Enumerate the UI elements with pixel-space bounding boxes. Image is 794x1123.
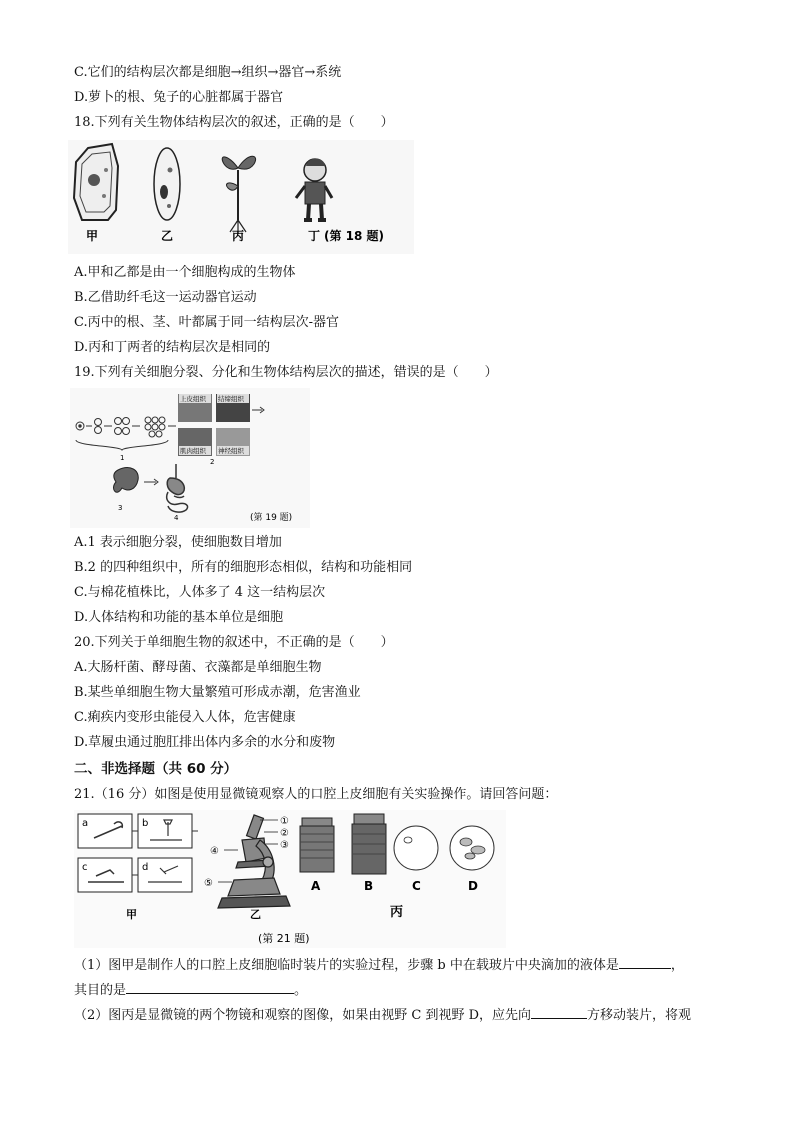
q21-sub1-line2 [74,981,307,1000]
q21-sub1-purpose-text: 其目的是 [74,983,127,998]
objective-lens-b [352,814,386,874]
q21-stem: 21.（16 分）如图是使用显微镜观察人的口腔上皮细胞有关实验操作。请回答问题： [74,787,558,802]
section-2-title: 二、非选择题（共 60 分） [74,761,238,777]
q21-part-3: ③ [280,840,289,851]
q19-num-2: 2 [210,458,215,466]
q18-option-a: A.甲和乙都是由一个细胞构成的生物体 [74,265,296,280]
q19-tissue-muscle: 肌肉组织 [180,447,206,455]
q21-step-c: c [82,862,88,873]
q20-option-b: B.某些单细胞生物大量繁殖可形成赤潮，危害渔业 [74,685,361,700]
q21-part-5: ⑤ [204,878,213,889]
q21-part-1: ① [280,816,289,827]
q19-tissue-nerve: 神经组织 [218,447,244,455]
q19-num-1: 1 [120,454,125,462]
q19-num-4: 4 [174,514,179,522]
q18-label-bing: 丙 [232,229,245,243]
q19-option-a: A.1 表示细胞分裂，使细胞数目增加 [74,535,282,550]
paramecium-drawing [154,148,180,220]
q21-sub2-text: （2）图丙是显微镜的两个物镜和观察的图像，如果由视野 C 到视野 D，应先向 [74,1008,532,1023]
q21-label-yi: 乙 [250,908,261,921]
q21-sub1-period: 。 [294,983,308,998]
q21-step-b: b [142,818,149,829]
q19-figure [70,388,310,528]
q18-label-ding: 丁 [308,229,321,243]
q21-answer-blank-liquid[interactable] [619,956,671,969]
q21-view-d: D [468,879,478,893]
q19-num-3: 3 [118,504,123,512]
q19-option-d: D.人体结构和功能的基本单位是细胞 [74,610,284,625]
q21-sub1-text: （1）图甲是制作人的口腔上皮细胞临时装片的实验过程，步骤 b 中在载玻片中央滴加的液体是 [74,958,619,973]
q18-option-d: D.丙和丁两者的结构层次是相同的 [74,340,271,355]
q21-label-jia: 甲 [126,908,137,921]
objective-lens-a [300,818,334,872]
q18-option-b: B.乙借助纤毛这一运动器官运动 [74,290,257,305]
q18-label-jia: 甲 [86,229,99,243]
q21-part-4: ④ [210,846,219,857]
q17-option-d: D.萝卜的根、兔子的心脏都属于器官 [74,90,284,105]
q19-stem: 19.下列有关细胞分裂、分化和生物体结构层次的描述，错误的是（ ） [74,365,498,380]
q18-figure [68,140,414,254]
q20-option-d: D.草履虫通过胞肛排出体内多余的水分和废物 [74,735,336,750]
q18-caption: (第 18 题) [324,229,385,243]
q21-sub2-line1 [74,1006,691,1025]
q18-label-yi: 乙 [161,229,174,243]
q21-lens-b: B [364,879,374,893]
q19-tissue-epithelial: 上皮组织 [180,395,206,403]
q21-answer-blank-direction[interactable] [531,1006,587,1019]
q19-caption: (第 19 题) [250,513,293,523]
q20-stem: 20.下列关于单细胞生物的叙述中，不正确的是（ ） [74,635,394,650]
q21-sub1-line1 [74,956,684,975]
plant-cell-drawing [74,144,118,220]
q21-sub2-text-tail: 方移动装片，将观 [587,1008,692,1023]
q18-stem: 18.下列有关生物体结构层次的叙述，正确的是（ ） [74,115,394,130]
q21-part-2: ② [280,828,289,839]
q21-step-a: a [82,818,89,829]
q20-option-c: C.痢疾内变形虫能侵入人体，危害健康 [74,710,296,725]
view-field-c [394,826,438,870]
q17-option-c: C.它们的结构层次都是细胞→组织→器官→系统 [74,65,342,80]
q18-option-c: C.丙中的根、茎、叶都属于同一结构层次-器官 [74,315,340,330]
q21-caption: (第 21 题) [258,932,310,945]
q21-lens-a: A [311,879,321,893]
q21-view-c: C [412,879,421,893]
q20-option-a: A.大肠杆菌、酵母菌、衣藻都是单细胞生物 [74,660,322,675]
q19-option-b: B.2 的四种组织中，所有的细胞形态相似，结构和功能相同 [74,560,413,575]
q19-tissue-connective: 结缔组织 [218,395,244,403]
q21-figure [74,810,506,948]
q21-label-bing: 丙 [390,905,404,920]
q21-answer-blank-purpose[interactable] [126,981,294,994]
q21-sub1-comma: ， [670,958,684,973]
q19-option-c: C.与棉花植株比，人体多了 4 这一结构层次 [74,585,326,600]
q21-step-d: d [142,862,149,873]
